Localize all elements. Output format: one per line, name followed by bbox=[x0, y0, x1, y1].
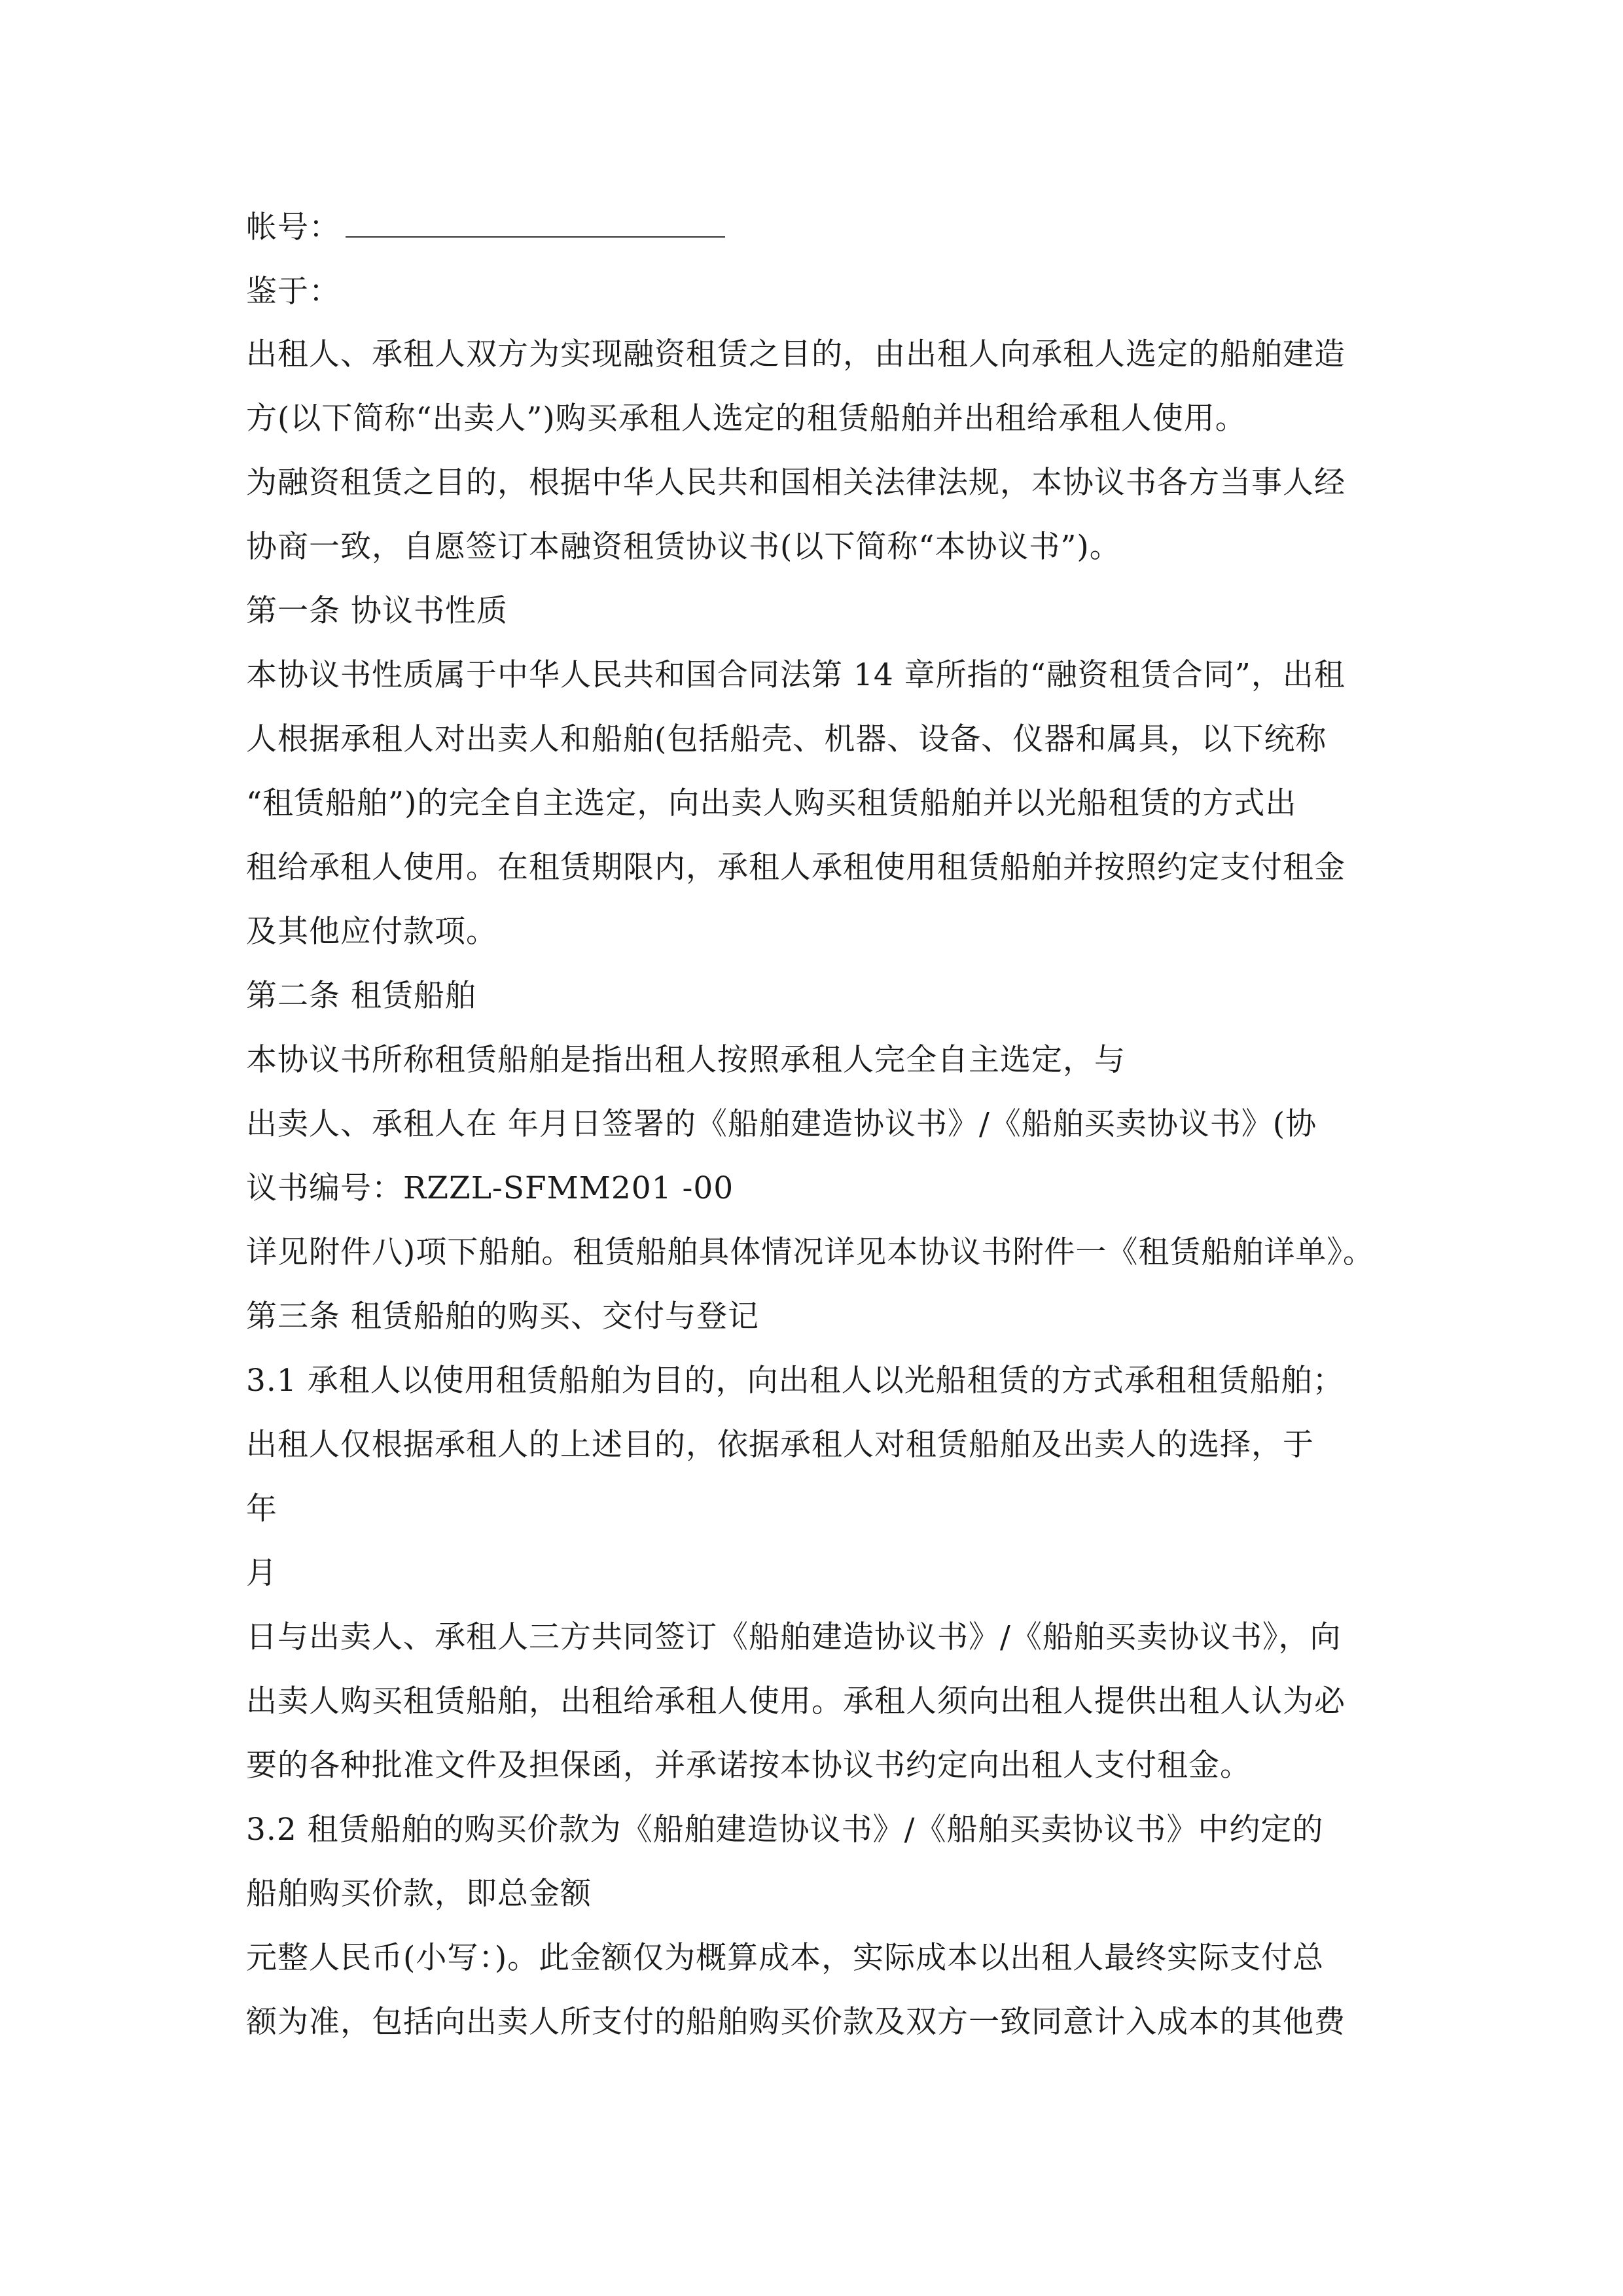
text-line: 出卖人、承租人在 年月日签署的《船舶建造协议书》/《船舶买卖协议书》(协 bbox=[246, 1106, 1317, 1142]
text-line: 要的各种批准文件及担保函，并承诺按本协议书约定向出租人支付租金。 bbox=[246, 1748, 1251, 1784]
text-line: 人根据承租人对出卖人和船舶(包括船壳、机器、设备、仪器和属具，以下统称 bbox=[246, 721, 1327, 757]
text-line: 年 bbox=[246, 1491, 277, 1527]
account-blank-field bbox=[346, 210, 725, 238]
text-line: 出卖人购买租赁船舶，出租给承租人使用。承租人须向出租人提供出租人认为必 bbox=[246, 1683, 1346, 1719]
text-line: 鉴于： bbox=[246, 274, 340, 310]
text-line: 本协议书性质属于中华人民共和国合同法第 14 章所指的“融资租赁合同”，出租 bbox=[246, 657, 1346, 693]
text-line: 本协议书所称租赁船舶是指出租人按照承租人完全自主选定，与 bbox=[246, 1042, 1126, 1078]
text-line: 方(以下简称“出卖人”)购买承租人选定的租赁船舶并出租给承租人使用。 bbox=[246, 401, 1247, 437]
text-line: 详见附件八)项下船舶。租赁船舶具体情况详见本协议书附件一《租赁船舶详单》。 bbox=[246, 1234, 1374, 1270]
text-line: 及其他应付款项。 bbox=[246, 914, 497, 950]
text-line: 租给承租人使用。在租赁期限内，承租人承租使用租赁船舶并按照约定支付租金 bbox=[246, 850, 1346, 886]
account-label: 帐号： bbox=[246, 209, 340, 245]
text-line: 为融资租赁之目的，根据中华人民共和国相关法律法规，本协议书各方当事人经 bbox=[246, 465, 1346, 501]
text-line: 出租人、承租人双方为实现融资租赁之目的，由出租人向承租人选定的船舶建造 bbox=[246, 336, 1346, 372]
text-line: 协商一致，自愿签订本融资租赁协议书(以下简称“本协议书”)。 bbox=[246, 529, 1121, 565]
text-line: 3.1 承租人以使用租赁船舶为目的，向出租人以光船租赁的方式承租租赁船舶； bbox=[246, 1363, 1344, 1399]
text-line: 额为准，包括向出卖人所支付的船舶购买价款及双方一致同意计入成本的其他费 bbox=[246, 2004, 1346, 2040]
section-heading: 第三条 租赁船舶的购买、交付与登记 bbox=[246, 1299, 759, 1335]
text-line: 议书编号：RZZL-SFMM201 -00 bbox=[246, 1170, 734, 1206]
section-heading: 第一条 协议书性质 bbox=[246, 593, 508, 629]
text-line: 出租人仅根据承租人的上述目的，依据承租人对租赁船舶及出卖人的选择，于 bbox=[246, 1427, 1314, 1463]
text-line: 元整人民币(小写：)。此金额仅为概算成本，实际成本以出租人最终实际支付总 bbox=[246, 1940, 1325, 1976]
text-line: 3.2 租赁船舶的购买价款为《船舶建造协议书》/《船舶买卖协议书》中约定的 bbox=[246, 1812, 1324, 1848]
text-line: 船舶购买价款，即总金额 bbox=[246, 1876, 592, 1912]
text-line: 月 bbox=[246, 1555, 277, 1591]
section-heading: 第二条 租赁船舶 bbox=[246, 978, 476, 1014]
text-line: 日与出卖人、承租人三方共同签订《船舶建造协议书》/《船舶买卖协议书》，向 bbox=[246, 1619, 1342, 1655]
account-line bbox=[246, 208, 725, 247]
text-line: “租赁船舶”)的完全自主选定，向出卖人购买租赁船舶并以光船租赁的方式出 bbox=[246, 785, 1297, 821]
